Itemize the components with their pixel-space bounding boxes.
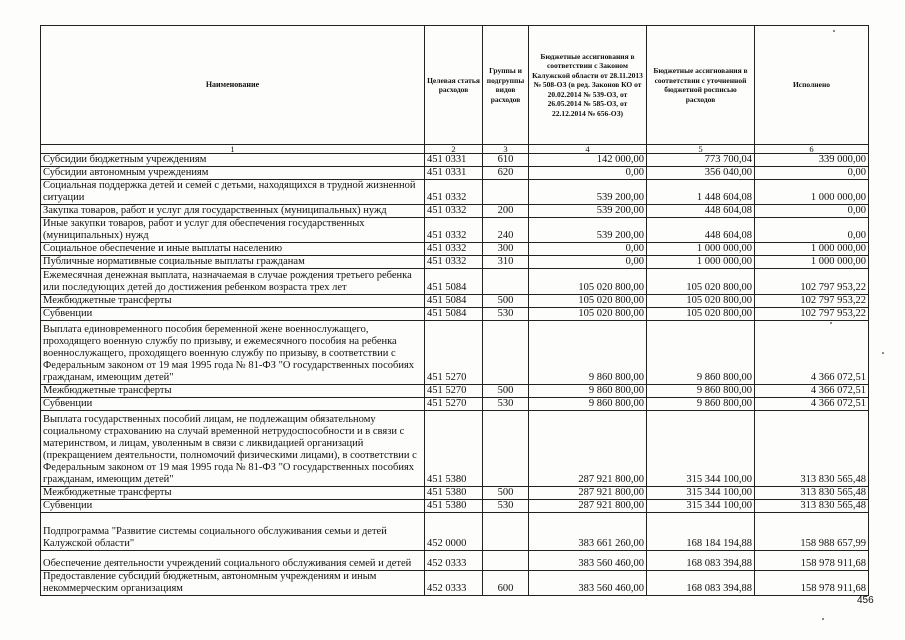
row-target-code: 451 0331 bbox=[425, 154, 483, 167]
row-law-amount: 105 020 800,00 bbox=[529, 269, 647, 295]
row-name: Субсидии автономным учреждениям bbox=[41, 167, 425, 180]
row-refined-amount: 1 448 604,08 bbox=[647, 180, 755, 205]
table-row bbox=[41, 205, 869, 218]
row-law-amount: 383 661 260,00 bbox=[529, 513, 647, 551]
row-name: Межбюджетные трансферты bbox=[41, 385, 425, 398]
row-refined-amount: 9 860 800,00 bbox=[647, 398, 755, 411]
table-row bbox=[41, 500, 869, 513]
row-target-code: 451 5380 bbox=[425, 411, 483, 487]
row-executed-amount: 1 000 000,00 bbox=[755, 180, 869, 205]
row-expense-group: 310 bbox=[483, 256, 529, 269]
header-target-article: Целевая статья расходов bbox=[425, 26, 483, 145]
row-expense-group: 530 bbox=[483, 398, 529, 411]
table-row bbox=[41, 154, 869, 167]
row-expense-group bbox=[483, 513, 529, 551]
header-law-assignments: Бюджетные ассигнования в соответствии с Законом Калужской области от 28.11.2013 № 508-ОЗ (в ред. Законов КО от 20.02.2014 № 539-ОЗ, от 26.05.2014 № 585-ОЗ, от 22.12.2014 № 656-ОЗ) bbox=[529, 26, 647, 145]
row-expense-group bbox=[483, 411, 529, 487]
scan-speck bbox=[830, 322, 832, 324]
row-law-amount: 287 921 800,00 bbox=[529, 500, 647, 513]
scan-speck bbox=[882, 352, 884, 354]
row-executed-amount: 102 797 953,22 bbox=[755, 269, 869, 295]
row-law-amount: 287 921 800,00 bbox=[529, 487, 647, 500]
row-executed-amount: 0,00 bbox=[755, 167, 869, 180]
row-name: Публичные нормативные социальные выплаты гражданам bbox=[41, 256, 425, 269]
table-row bbox=[41, 269, 869, 295]
row-expense-group: 240 bbox=[483, 218, 529, 243]
row-refined-amount: 105 020 800,00 bbox=[647, 295, 755, 308]
table-row bbox=[41, 256, 869, 269]
table-row bbox=[41, 571, 869, 596]
row-expense-group: 530 bbox=[483, 500, 529, 513]
row-refined-amount: 315 344 100,00 bbox=[647, 500, 755, 513]
row-target-code: 451 5380 bbox=[425, 487, 483, 500]
column-number: 4 bbox=[529, 145, 647, 154]
table-row bbox=[41, 513, 869, 551]
row-executed-amount: 4 366 072,51 bbox=[755, 398, 869, 411]
row-executed-amount: 158 978 911,68 bbox=[755, 551, 869, 571]
row-target-code: 451 0332 bbox=[425, 180, 483, 205]
row-expense-group: 610 bbox=[483, 154, 529, 167]
table-row bbox=[41, 308, 869, 321]
row-target-code: 451 5270 bbox=[425, 321, 483, 385]
row-executed-amount: 4 366 072,51 bbox=[755, 321, 869, 385]
table-row bbox=[41, 295, 869, 308]
row-name: Подпрограмма "Развитие системы социального обслуживания семьи и детей Калужской области" bbox=[41, 513, 425, 551]
row-name: Иные закупки товаров, работ и услуг для обеспечения государственных (муниципальных) нужд bbox=[41, 218, 425, 243]
row-expense-group: 600 bbox=[483, 571, 529, 596]
header-refined-assignments: Бюджетные ассигнования в соответствии с уточненной бюджетной росписью расходов bbox=[647, 26, 755, 145]
row-executed-amount: 313 830 565,48 bbox=[755, 500, 869, 513]
row-law-amount: 0,00 bbox=[529, 167, 647, 180]
row-law-amount: 9 860 800,00 bbox=[529, 321, 647, 385]
row-executed-amount: 102 797 953,22 bbox=[755, 295, 869, 308]
column-number: 3 bbox=[483, 145, 529, 154]
row-executed-amount: 313 830 565,48 bbox=[755, 487, 869, 500]
row-target-code: 452 0333 bbox=[425, 551, 483, 571]
row-name: Социальная поддержка детей и семей с детьми, находящихся в трудной жизненной ситуации bbox=[41, 180, 425, 205]
row-executed-amount: 1 000 000,00 bbox=[755, 243, 869, 256]
table-row bbox=[41, 411, 869, 487]
table-row bbox=[41, 385, 869, 398]
scan-speck bbox=[833, 30, 835, 32]
row-target-code: 452 0000 bbox=[425, 513, 483, 551]
row-name: Межбюджетные трансферты bbox=[41, 487, 425, 500]
row-executed-amount: 313 830 565,48 bbox=[755, 411, 869, 487]
row-law-amount: 105 020 800,00 bbox=[529, 308, 647, 321]
row-name: Предоставление субсидий бюджетным, автономным учреждениям и иным некоммерческим организациям bbox=[41, 571, 425, 596]
column-number: 2 bbox=[425, 145, 483, 154]
row-law-amount: 539 200,00 bbox=[529, 218, 647, 243]
row-expense-group: 300 bbox=[483, 243, 529, 256]
row-refined-amount: 168 083 394,88 bbox=[647, 551, 755, 571]
table-row bbox=[41, 167, 869, 180]
row-refined-amount: 315 344 100,00 bbox=[647, 487, 755, 500]
row-expense-group: 500 bbox=[483, 385, 529, 398]
row-law-amount: 9 860 800,00 bbox=[529, 398, 647, 411]
row-refined-amount: 448 604,08 bbox=[647, 218, 755, 243]
row-law-amount: 9 860 800,00 bbox=[529, 385, 647, 398]
row-expense-group bbox=[483, 180, 529, 205]
row-target-code: 451 5270 bbox=[425, 398, 483, 411]
row-refined-amount: 1 000 000,00 bbox=[647, 256, 755, 269]
row-refined-amount: 356 040,00 bbox=[647, 167, 755, 180]
budget-table bbox=[40, 25, 869, 596]
column-number: 6 bbox=[755, 145, 869, 154]
row-executed-amount: 0,00 bbox=[755, 205, 869, 218]
row-expense-group bbox=[483, 269, 529, 295]
row-target-code: 451 5270 bbox=[425, 385, 483, 398]
row-target-code: 451 0332 bbox=[425, 205, 483, 218]
row-expense-group: 500 bbox=[483, 487, 529, 500]
row-target-code: 451 0332 bbox=[425, 218, 483, 243]
row-executed-amount: 0,00 bbox=[755, 218, 869, 243]
row-refined-amount: 315 344 100,00 bbox=[647, 411, 755, 487]
row-law-amount: 105 020 800,00 bbox=[529, 295, 647, 308]
table-row bbox=[41, 180, 869, 205]
row-executed-amount: 339 000,00 bbox=[755, 154, 869, 167]
row-target-code: 451 5084 bbox=[425, 295, 483, 308]
row-law-amount: 0,00 bbox=[529, 256, 647, 269]
row-executed-amount: 158 978 911,68 bbox=[755, 571, 869, 596]
row-law-amount: 539 200,00 bbox=[529, 180, 647, 205]
table-body bbox=[41, 154, 869, 596]
row-law-amount: 287 921 800,00 bbox=[529, 411, 647, 487]
row-name: Выплата единовременного пособия беременной жене военнослужащего, проходящего военную службу по призыву, и ежемесячного пособия на ребенка военнослужащего, проходящего военную службу по призыву, в соответствии с Федеральным законом от 19 мая 1995 года № 81-ФЗ "О государственных пособиях гражданам, имеющим детей" bbox=[41, 321, 425, 385]
row-refined-amount: 448 604,08 bbox=[647, 205, 755, 218]
row-law-amount: 539 200,00 bbox=[529, 205, 647, 218]
row-target-code: 451 5084 bbox=[425, 308, 483, 321]
header-name: Наименование bbox=[41, 26, 425, 145]
table-row bbox=[41, 321, 869, 385]
column-number: 1 bbox=[41, 145, 425, 154]
row-refined-amount: 105 020 800,00 bbox=[647, 308, 755, 321]
row-refined-amount: 9 860 800,00 bbox=[647, 321, 755, 385]
row-target-code: 452 0333 bbox=[425, 571, 483, 596]
table-row bbox=[41, 551, 869, 571]
row-executed-amount: 158 988 657,99 bbox=[755, 513, 869, 551]
row-expense-group bbox=[483, 551, 529, 571]
row-expense-group bbox=[483, 321, 529, 385]
row-refined-amount: 168 184 194,88 bbox=[647, 513, 755, 551]
row-name: Субвенции bbox=[41, 398, 425, 411]
row-refined-amount: 9 860 800,00 bbox=[647, 385, 755, 398]
row-expense-group: 200 bbox=[483, 205, 529, 218]
row-name: Обеспечение деятельности учреждений социального обслуживания семей и детей bbox=[41, 551, 425, 571]
row-expense-group: 530 bbox=[483, 308, 529, 321]
row-executed-amount: 4 366 072,51 bbox=[755, 385, 869, 398]
row-name: Ежемесячная денежная выплата, назначаемая в случае рождения третьего ребенка или последующих детей до достижения ребенком возраста трех лет bbox=[41, 269, 425, 295]
header-executed: Исполнено bbox=[755, 26, 869, 145]
row-name: Закупка товаров, работ и услуг для государственных (муниципальных) нужд bbox=[41, 205, 425, 218]
row-name: Субвенции bbox=[41, 308, 425, 321]
row-name: Межбюджетные трансферты bbox=[41, 295, 425, 308]
column-number-row bbox=[41, 145, 869, 154]
row-law-amount: 383 560 460,00 bbox=[529, 571, 647, 596]
table-row bbox=[41, 218, 869, 243]
table-row bbox=[41, 487, 869, 500]
column-number: 5 bbox=[647, 145, 755, 154]
scan-speck bbox=[822, 618, 824, 620]
row-law-amount: 142 000,00 bbox=[529, 154, 647, 167]
row-target-code: 451 5084 bbox=[425, 269, 483, 295]
row-target-code: 451 0332 bbox=[425, 256, 483, 269]
table-header-row bbox=[41, 26, 869, 145]
row-executed-amount: 1 000 000,00 bbox=[755, 256, 869, 269]
row-law-amount: 383 560 460,00 bbox=[529, 551, 647, 571]
row-name: Субсидии бюджетным учреждениям bbox=[41, 154, 425, 167]
row-refined-amount: 773 700,04 bbox=[647, 154, 755, 167]
row-target-code: 451 5380 bbox=[425, 500, 483, 513]
row-law-amount: 0,00 bbox=[529, 243, 647, 256]
header-expense-groups: Группы и подгруппы видов расходов bbox=[483, 26, 529, 145]
table-row bbox=[41, 243, 869, 256]
row-refined-amount: 1 000 000,00 bbox=[647, 243, 755, 256]
row-expense-group: 500 bbox=[483, 295, 529, 308]
row-name: Выплата государственных пособий лицам, не подлежащим обязательному социальному страхованию на случай временной нетрудоспособности и в связи с материнством, и лицам, уволенным в связи с ликвидацией организаций (прекращением деятельности, полномочий физическими лицами), в соответствии с Федеральным законом от 19 мая 1995 года № 81-ФЗ "О государственных пособиях гражданам, имеющим детей" bbox=[41, 411, 425, 487]
row-refined-amount: 105 020 800,00 bbox=[647, 269, 755, 295]
row-name: Социальное обеспечение и иные выплаты населению bbox=[41, 243, 425, 256]
row-target-code: 451 0331 bbox=[425, 167, 483, 180]
table-row bbox=[41, 398, 869, 411]
page-number: 456 bbox=[857, 595, 874, 606]
row-target-code: 451 0332 bbox=[425, 243, 483, 256]
row-refined-amount: 168 083 394,88 bbox=[647, 571, 755, 596]
row-name: Субвенции bbox=[41, 500, 425, 513]
row-expense-group: 620 bbox=[483, 167, 529, 180]
row-executed-amount: 102 797 953,22 bbox=[755, 308, 869, 321]
